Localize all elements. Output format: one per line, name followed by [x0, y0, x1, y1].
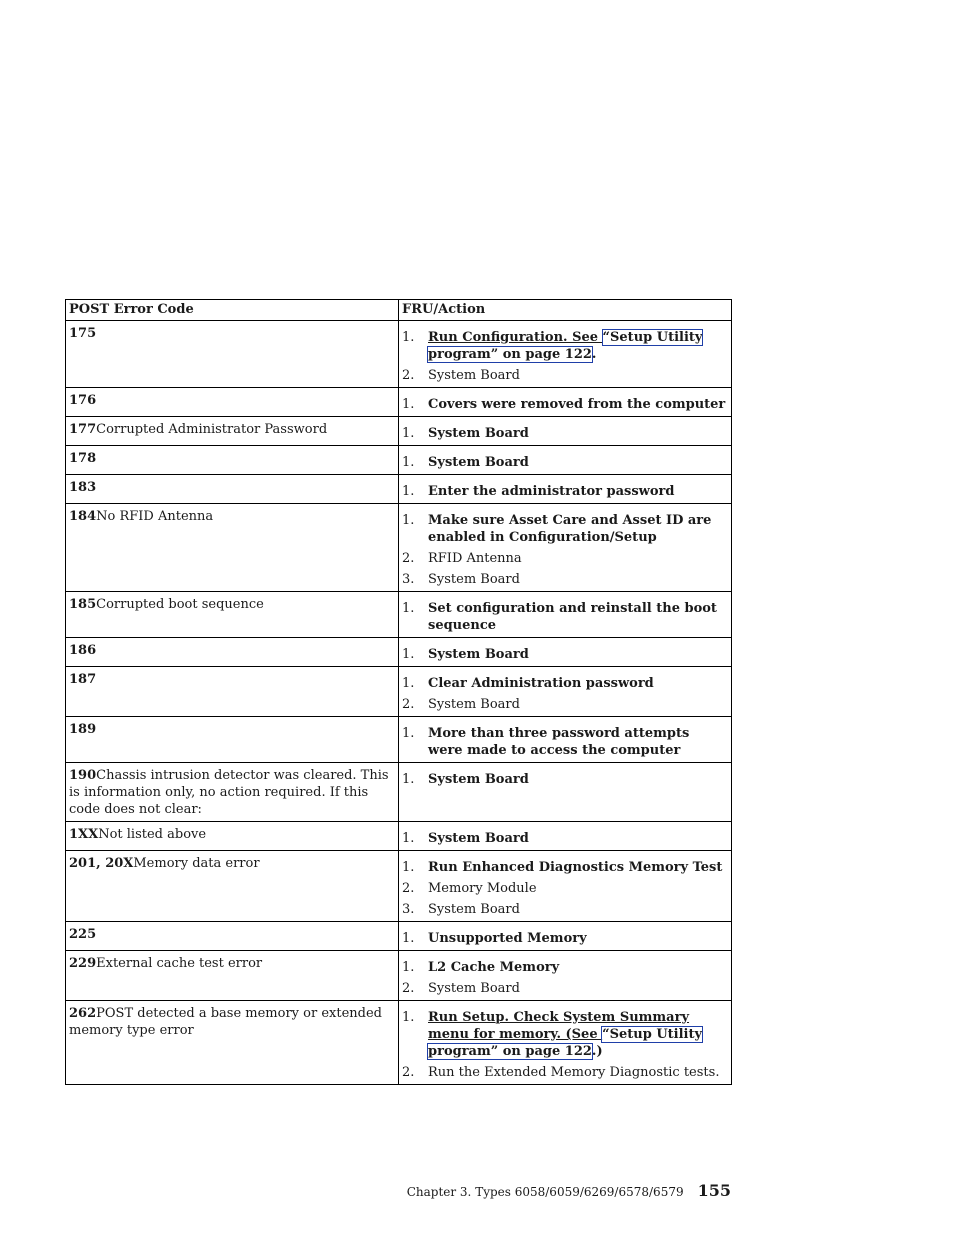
table-row [66, 475, 732, 504]
action-number: 1. [402, 601, 415, 616]
page-footer [407, 1181, 731, 1200]
action-item [402, 771, 728, 788]
action-item [402, 367, 728, 384]
action-list [402, 667, 728, 713]
action-item [402, 725, 728, 759]
error-code-cell [66, 417, 399, 446]
error-code-cell [66, 763, 399, 822]
action-item [402, 959, 728, 976]
table-row [66, 504, 732, 592]
action-item [402, 646, 728, 663]
error-code-cell [66, 592, 399, 638]
fru-action-cell [399, 592, 732, 638]
action-number: 1. [402, 931, 415, 946]
fru-action-cell [399, 667, 732, 717]
action-number: 1. [402, 831, 415, 846]
action-item [402, 675, 728, 692]
action-list [402, 1001, 728, 1081]
action-text-suffix: .) [591, 1044, 603, 1059]
fru-action-cell [399, 417, 732, 446]
action-text: L2 Cache Memory [428, 960, 560, 975]
action-number: 1. [402, 513, 415, 528]
error-description: No RFID Antenna [96, 509, 214, 524]
action-text: Covers were removed from the computer [428, 397, 726, 412]
action-number: 1. [402, 726, 415, 741]
header-post-error-code: POST Error Code [66, 300, 399, 321]
action-item [402, 454, 728, 471]
action-text-prefix: Run Setup. Check System Summary menu for memory. (See [428, 1010, 690, 1042]
action-item [402, 830, 728, 847]
action-item [402, 396, 728, 413]
fru-action-cell [399, 475, 732, 504]
action-item [402, 1009, 728, 1060]
action-item [402, 483, 728, 500]
action-item [402, 512, 728, 546]
action-number: 1. [402, 647, 415, 662]
action-item [402, 550, 728, 567]
error-code-cell [66, 922, 399, 951]
error-description: External cache test error [96, 956, 263, 971]
fru-action-cell [399, 763, 732, 822]
action-list [402, 822, 728, 847]
action-number: 2. [402, 551, 415, 566]
action-item [402, 980, 728, 997]
error-description: Corrupted boot sequence [96, 597, 264, 612]
fru-action-cell [399, 388, 732, 417]
action-text: System Board [428, 981, 520, 996]
error-code: 229 [69, 956, 97, 971]
error-code: 225 [69, 927, 97, 942]
error-code: 183 [69, 480, 97, 495]
action-number: 1. [402, 426, 415, 441]
action-list [402, 504, 728, 588]
action-number: 1. [402, 860, 415, 875]
action-text-prefix: Run Configuration. See [428, 330, 603, 345]
table-row [66, 638, 732, 667]
action-number: 1. [402, 1010, 415, 1025]
error-code-cell [66, 717, 399, 763]
fru-action-cell [399, 922, 732, 951]
action-list [402, 475, 728, 500]
table-row [66, 388, 732, 417]
action-number: 1. [402, 772, 415, 787]
table-row [66, 592, 732, 638]
action-text: More than three password attempts were made to access the computer [428, 726, 690, 758]
error-code: 177 [69, 422, 97, 437]
action-list [402, 388, 728, 413]
setup-utility-link[interactable]: “Setup Utility program” on page 122 [428, 1027, 703, 1059]
action-item [402, 696, 728, 713]
action-text: System Board [428, 697, 520, 712]
fru-action-cell [399, 446, 732, 475]
error-code: 201, 20X [69, 856, 134, 871]
fru-action-cell [399, 321, 732, 388]
action-item [402, 901, 728, 918]
action-list [402, 717, 728, 759]
action-number: 1. [402, 330, 415, 345]
error-code: 186 [69, 643, 97, 658]
table-row [66, 951, 732, 1001]
action-item [402, 859, 728, 876]
action-number: 1. [402, 397, 415, 412]
table-row [66, 417, 732, 446]
action-text-suffix: . [591, 347, 597, 362]
error-code: 187 [69, 672, 97, 687]
fru-action-cell [399, 951, 732, 1001]
error-code: 189 [69, 722, 97, 737]
action-number: 1. [402, 484, 415, 499]
action-text: Set configuration and reinstall the boot sequence [428, 601, 717, 633]
page-number: 155 [697, 1181, 731, 1200]
error-code: 178 [69, 451, 97, 466]
header-fru-action: FRU/Action [399, 300, 732, 321]
error-code-cell [66, 638, 399, 667]
fru-action-cell [399, 1001, 732, 1085]
action-list [402, 763, 728, 788]
chapter-title: Chapter 3. Types 6058/6059/6269/6578/6579 [406, 1185, 684, 1199]
error-code-cell [66, 851, 399, 922]
action-list [402, 446, 728, 471]
action-list [402, 951, 728, 997]
action-number: 3. [402, 572, 415, 587]
error-code-cell [66, 822, 399, 851]
action-text: System Board [428, 772, 529, 787]
action-text: Run Enhanced Diagnostics Memory Test [428, 860, 723, 875]
error-code-cell [66, 388, 399, 417]
error-description: Corrupted Administrator Password [96, 422, 328, 437]
action-item [402, 425, 728, 442]
fru-action-cell [399, 638, 732, 667]
error-code: 185 [69, 597, 97, 612]
action-number: 1. [402, 676, 415, 691]
action-text: Enter the administrator password [428, 484, 675, 499]
action-list [402, 638, 728, 663]
action-text: System Board [428, 368, 520, 383]
action-number: 2. [402, 368, 415, 383]
table-row [66, 717, 732, 763]
action-item [402, 930, 728, 947]
action-item [402, 1064, 728, 1081]
action-text: System Board [428, 831, 529, 846]
error-code-cell [66, 1001, 399, 1085]
action-number: 1. [402, 960, 415, 975]
table-header-row [66, 300, 732, 321]
action-text: Clear Administration password [428, 676, 654, 691]
error-code-cell [66, 951, 399, 1001]
error-code-cell [66, 504, 399, 592]
action-list [402, 321, 728, 384]
action-text [428, 329, 728, 363]
action-list [402, 851, 728, 918]
table-row [66, 922, 732, 951]
error-code: 1XX [69, 827, 99, 842]
action-text: System Board [428, 426, 529, 441]
error-code-cell [66, 321, 399, 388]
table-row [66, 667, 732, 717]
action-number: 2. [402, 1065, 415, 1080]
action-number: 2. [402, 981, 415, 996]
action-number: 2. [402, 881, 415, 896]
action-list [402, 922, 728, 947]
action-item [402, 600, 728, 634]
table-row [66, 851, 732, 922]
action-number: 3. [402, 902, 415, 917]
table-row [66, 446, 732, 475]
action-text: System Board [428, 572, 520, 587]
error-code: 262 [69, 1006, 97, 1021]
setup-utility-link[interactable]: “Setup Utility program” on page 122 [428, 330, 703, 362]
error-code-cell [66, 475, 399, 504]
action-text: Unsupported Memory [428, 931, 587, 946]
table-row [66, 321, 732, 388]
fru-action-cell [399, 851, 732, 922]
error-code-cell [66, 667, 399, 717]
action-text: RFID Antenna [428, 551, 522, 566]
action-item [402, 571, 728, 588]
action-list [402, 417, 728, 442]
post-error-table [65, 299, 732, 1085]
error-description: Chassis intrusion detector was cleared. This is information only, no action required. If this code does not clear: [69, 768, 389, 817]
action-text: Memory Module [428, 881, 537, 896]
fru-action-cell [399, 504, 732, 592]
error-description: POST detected a base memory or extended memory type error [69, 1006, 382, 1038]
action-text: System Board [428, 647, 529, 662]
action-text: Make sure Asset Care and Asset ID are enabled in Configuration/Setup [428, 513, 712, 545]
action-text: System Board [428, 455, 529, 470]
table-row [66, 1001, 732, 1085]
action-text: System Board [428, 902, 520, 917]
action-number: 1. [402, 455, 415, 470]
action-item [402, 880, 728, 897]
table-row [66, 763, 732, 822]
action-text: Run the Extended Memory Diagnostic tests. [428, 1065, 720, 1080]
error-code-cell [66, 446, 399, 475]
fru-action-cell [399, 717, 732, 763]
action-number: 2. [402, 697, 415, 712]
error-code: 184 [69, 509, 97, 524]
fru-action-cell [399, 822, 732, 851]
error-description: Not listed above [98, 827, 207, 842]
error-code: 190 [69, 768, 97, 783]
table-row [66, 822, 732, 851]
action-text [428, 1009, 728, 1060]
error-code: 176 [69, 393, 97, 408]
action-list [402, 592, 728, 634]
error-description: Memory data error [133, 856, 260, 871]
action-item [402, 329, 728, 363]
error-code: 175 [69, 326, 97, 341]
